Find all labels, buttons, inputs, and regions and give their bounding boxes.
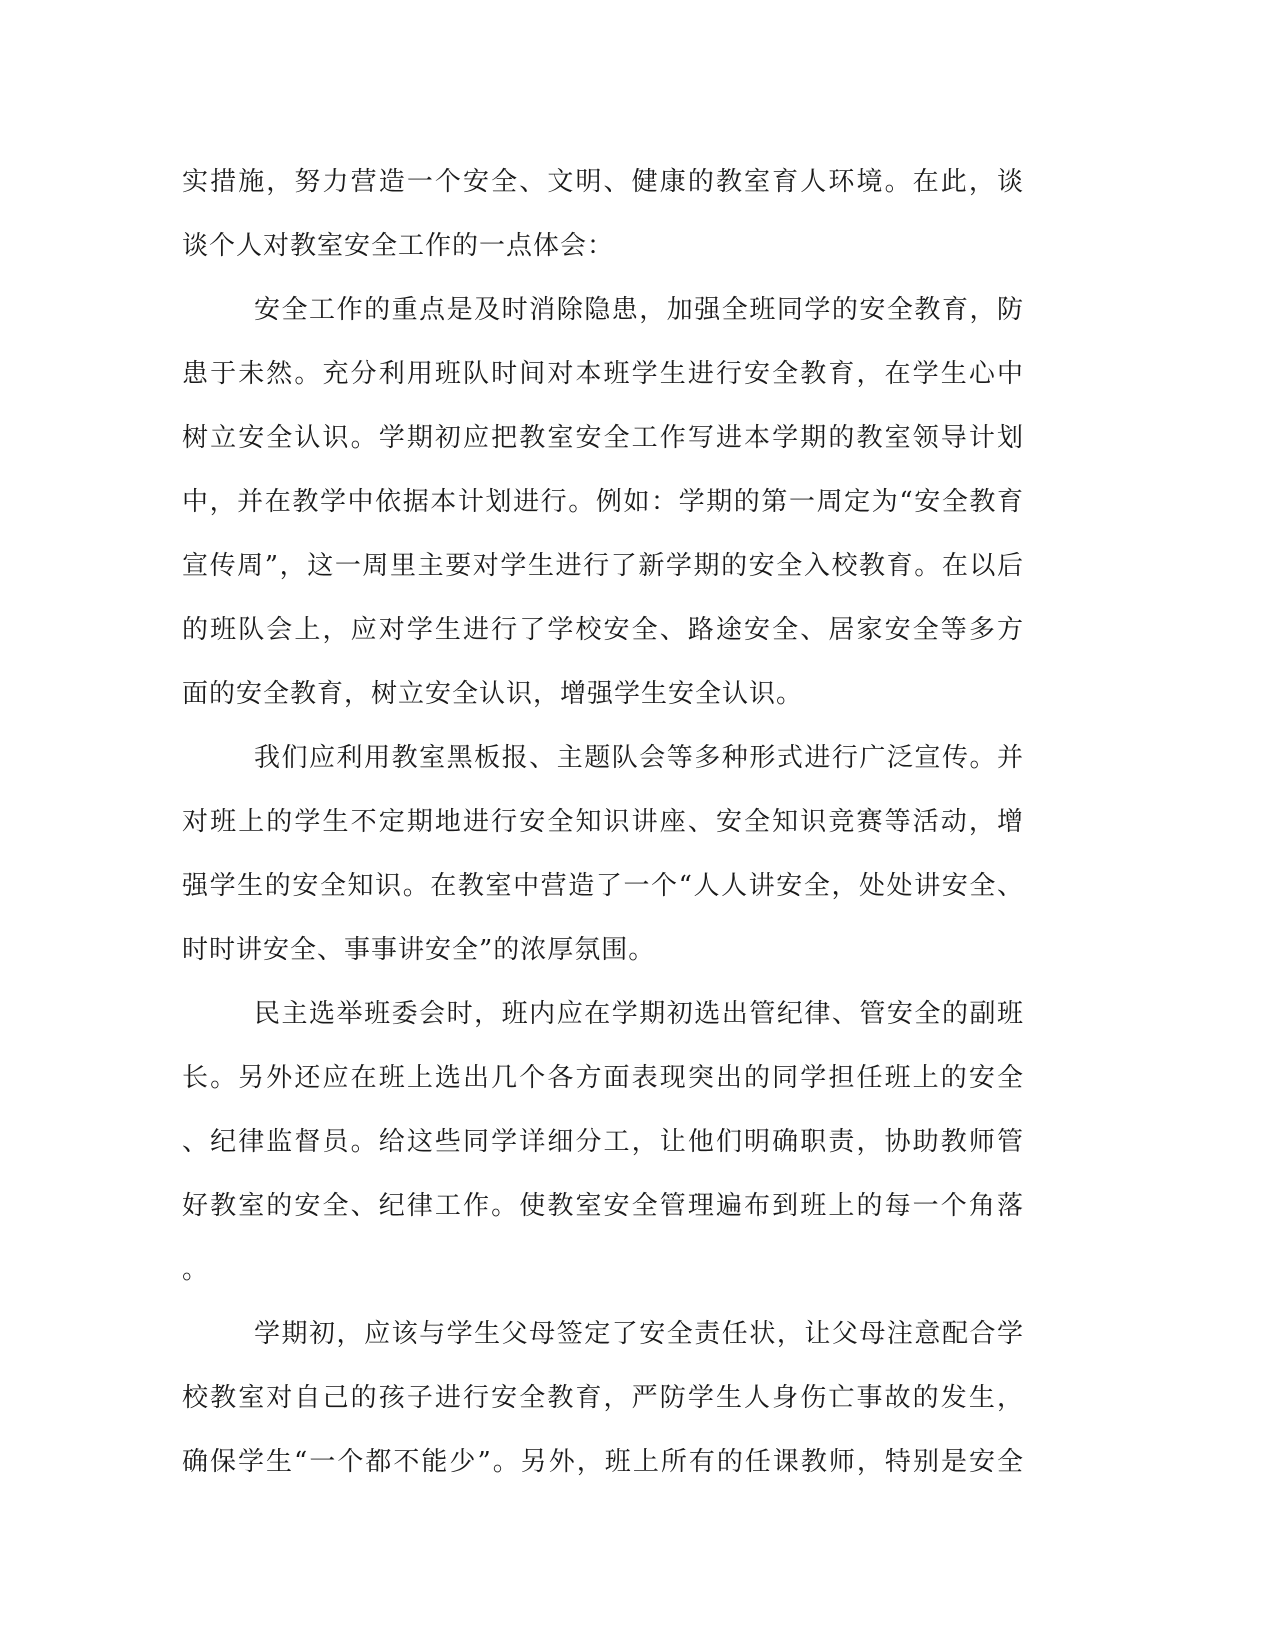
text-line: 实措施，努力营造一个安全、文明、健康的教室育人环境。在此，谈 xyxy=(182,167,1024,197)
text-line: 患于未然。充分利用班队时间对本班学生进行安全教育，在学生心中 xyxy=(182,359,1024,389)
text-line: 宣传周”，这一周里主要对学生进行了新学期的安全入校教育。在以后 xyxy=(182,551,1024,581)
text-line: 面的安全教育，树立安全认识，增强学生安全认识。 xyxy=(182,679,804,709)
text-line: 我们应利用教室黑板报、主题队会等多种形式进行广泛宣传。并 xyxy=(254,743,1024,773)
text-line: 好教室的安全、纪律工作。使教室安全管理遍布到班上的每一个角落 xyxy=(182,1191,1024,1221)
document-body xyxy=(182,150,1042,1494)
text-line: 学期初，应该与学生父母签定了安全责任状，让父母注意配合学 xyxy=(254,1319,1024,1349)
text-line: 谈个人对教室安全工作的一点体会： xyxy=(182,231,615,261)
text-line: 长。另外还应在班上选出几个各方面表现突出的同学担任班上的安全 xyxy=(182,1063,1024,1093)
text-line: 民主选举班委会时，班内应在学期初选出管纪律、管安全的副班 xyxy=(254,999,1024,1029)
text-line: 确保学生“一个都不能少”。另外，班上所有的任课教师，特别是安全 xyxy=(182,1447,1024,1477)
text-line: 。 xyxy=(182,1255,210,1285)
text-line: 、纪律监督员。给这些同学详细分工，让他们明确职责，协助教师管 xyxy=(182,1127,1024,1157)
text-line: 时时讲安全、事事讲安全”的浓厚氛围。 xyxy=(182,935,656,965)
text-line: 中，并在教学中依据本计划进行。例如：学期的第一周定为“安全教育 xyxy=(182,487,1024,517)
text-line: 的班队会上，应对学生进行了学校安全、路途安全、居家安全等多方 xyxy=(182,615,1024,645)
text-line: 安全工作的重点是及时消除隐患，加强全班同学的安全教育，防 xyxy=(254,295,1024,325)
text-line: 强学生的安全知识。在教室中营造了一个“人人讲安全，处处讲安全、 xyxy=(182,871,1024,901)
text-line: 校教室对自己的孩子进行安全教育，严防学生人身伤亡事故的发生， xyxy=(182,1383,1024,1413)
text-line: 对班上的学生不定期地进行安全知识讲座、安全知识竞赛等活动，增 xyxy=(182,807,1024,837)
text-line: 树立安全认识。学期初应把教室安全工作写进本学期的教室领导计划 xyxy=(182,423,1024,453)
